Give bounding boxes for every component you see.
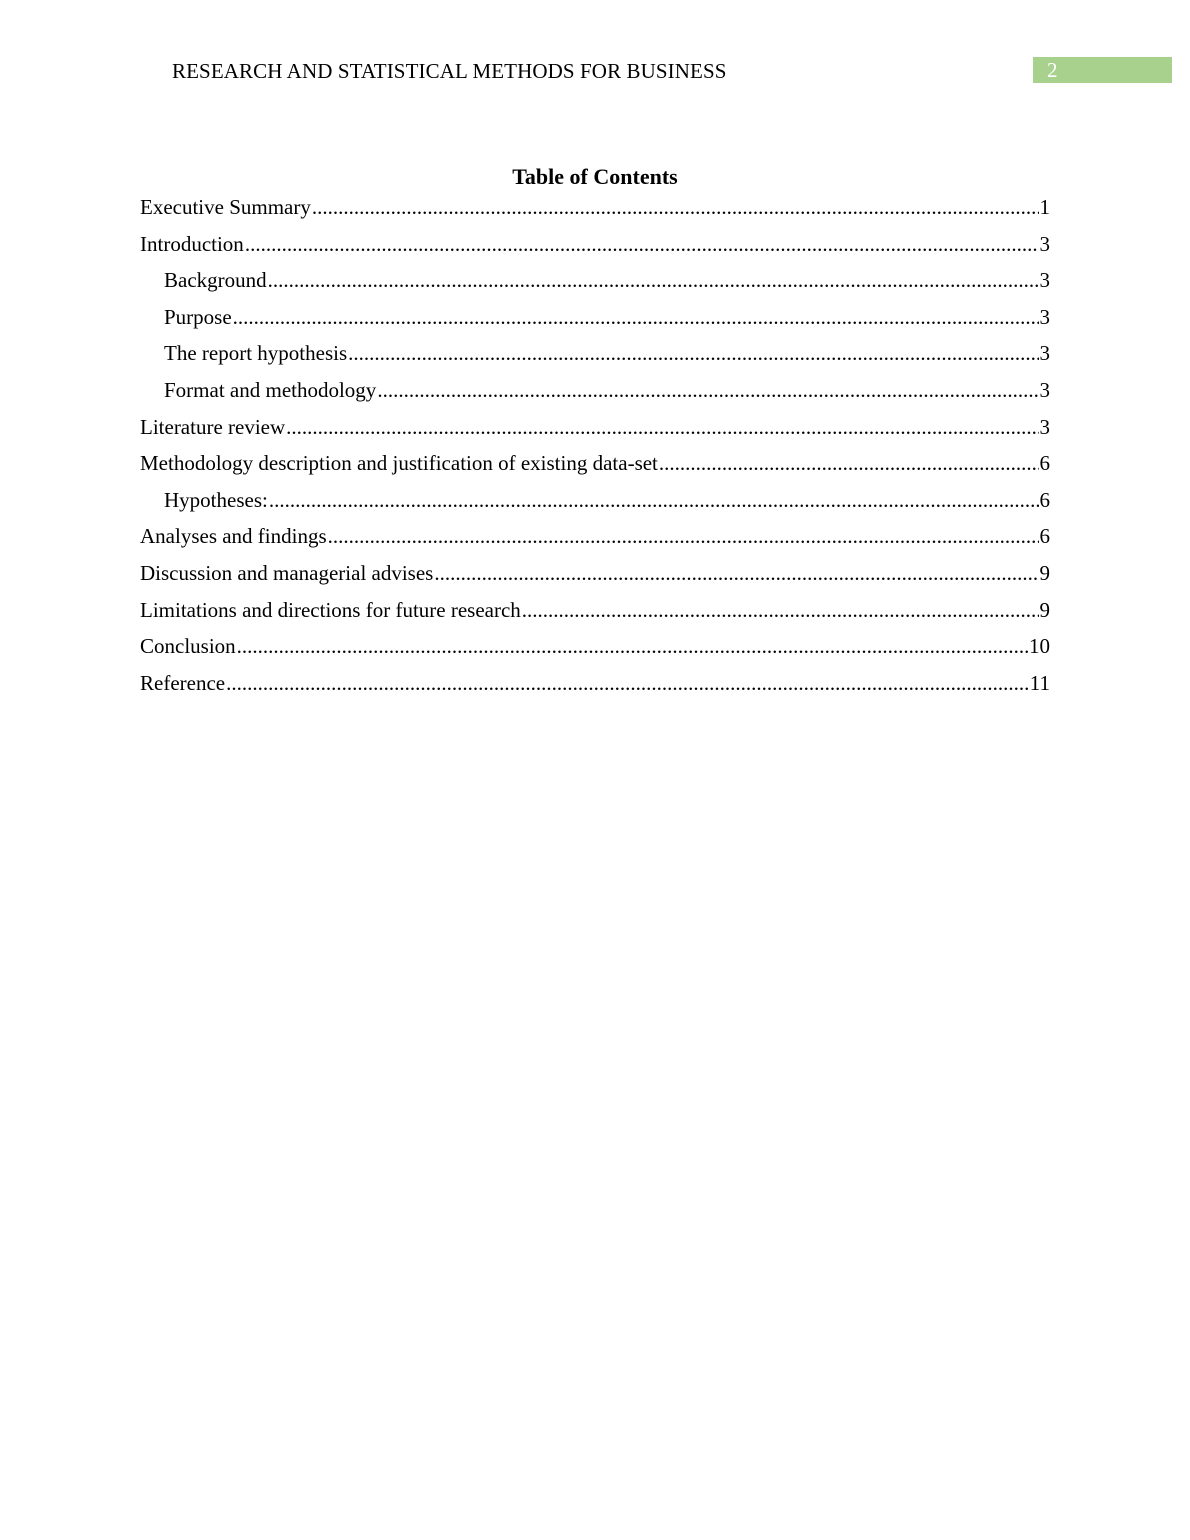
toc-entry-conclusion[interactable] (140, 631, 1050, 668)
toc-entry-page: 11 (1029, 670, 1050, 695)
toc-leader-dots (226, 668, 1029, 698)
toc-entry-introduction[interactable] (140, 229, 1050, 266)
toc-entry-label: Introduction (140, 231, 244, 256)
toc-entry-page: 10 (1029, 634, 1050, 659)
toc-entry-label: The report hypothesis (164, 341, 348, 366)
toc-entry-page: 3 (1039, 304, 1050, 329)
toc-entry-analyses-findings[interactable] (140, 521, 1050, 558)
toc-leader-dots (269, 485, 1039, 515)
toc-leader-dots (233, 302, 1039, 332)
toc-entry-label: Analyses and findings (140, 524, 327, 549)
toc-entry-page: 6 (1039, 487, 1050, 512)
toc-entry-discussion[interactable] (140, 558, 1050, 595)
toc-leader-dots (328, 521, 1039, 551)
toc-entry-page: 3 (1039, 341, 1050, 366)
toc-entry-page: 3 (1039, 414, 1050, 439)
toc-leader-dots (659, 448, 1039, 478)
toc-entry-page: 6 (1039, 451, 1050, 476)
toc-entry-background[interactable] (140, 265, 1050, 302)
toc-leader-dots (237, 631, 1028, 661)
page-number-badge (1033, 57, 1172, 83)
toc-leader-dots (268, 265, 1039, 295)
toc-entry-page: 3 (1039, 231, 1050, 256)
toc-entry-reference[interactable] (140, 668, 1050, 705)
toc-entry-page: 9 (1039, 597, 1050, 622)
toc-entry-report-hypothesis[interactable] (140, 338, 1050, 375)
toc-entry-methodology[interactable] (140, 448, 1050, 485)
toc-entry-page: 3 (1039, 268, 1050, 293)
running-header-title: RESEARCH AND STATISTICAL METHODS FOR BUSINESS (172, 59, 727, 83)
toc-entry-label: Reference (140, 670, 226, 695)
page-number: 2 (1047, 58, 1058, 82)
toc-entry-label: Methodology description and justification of existing data-set (140, 451, 658, 476)
toc-entry-label: Executive Summary (140, 195, 311, 219)
toc-entry-page: 1 (1039, 195, 1050, 219)
toc-entry-hypotheses[interactable] (140, 485, 1050, 522)
toc-leader-dots (348, 338, 1038, 368)
toc-leader-dots (522, 595, 1039, 625)
toc-entry-page: 6 (1039, 524, 1050, 549)
toc-entry-label: Limitations and directions for future research (140, 597, 521, 622)
toc-entry-executive-summary[interactable] (140, 192, 1050, 229)
toc-leader-dots (377, 375, 1038, 405)
toc-entry-page: 9 (1039, 560, 1050, 585)
toc-leader-dots (245, 229, 1039, 259)
toc-entry-limitations[interactable] (140, 595, 1050, 632)
toc-entry-label: Discussion and managerial advises (140, 560, 434, 585)
toc-entry-label: Hypotheses: (164, 487, 268, 512)
toc-entry-label: Literature review (140, 414, 286, 439)
table-of-contents (140, 192, 1050, 704)
toc-entry-purpose[interactable] (140, 302, 1050, 339)
toc-entry-literature-review[interactable] (140, 412, 1050, 449)
toc-leader-dots (434, 558, 1038, 588)
toc-leader-dots (312, 192, 1039, 222)
toc-entry-label: Format and methodology (164, 377, 377, 402)
toc-entry-format-methodology[interactable] (140, 375, 1050, 412)
toc-entry-label: Conclusion (140, 634, 236, 659)
toc-title: Table of Contents (512, 164, 678, 189)
toc-entry-page: 3 (1039, 377, 1050, 402)
toc-entry-label: Purpose (164, 304, 232, 329)
toc-leader-dots (286, 412, 1038, 442)
toc-entry-label: Background (164, 268, 267, 293)
